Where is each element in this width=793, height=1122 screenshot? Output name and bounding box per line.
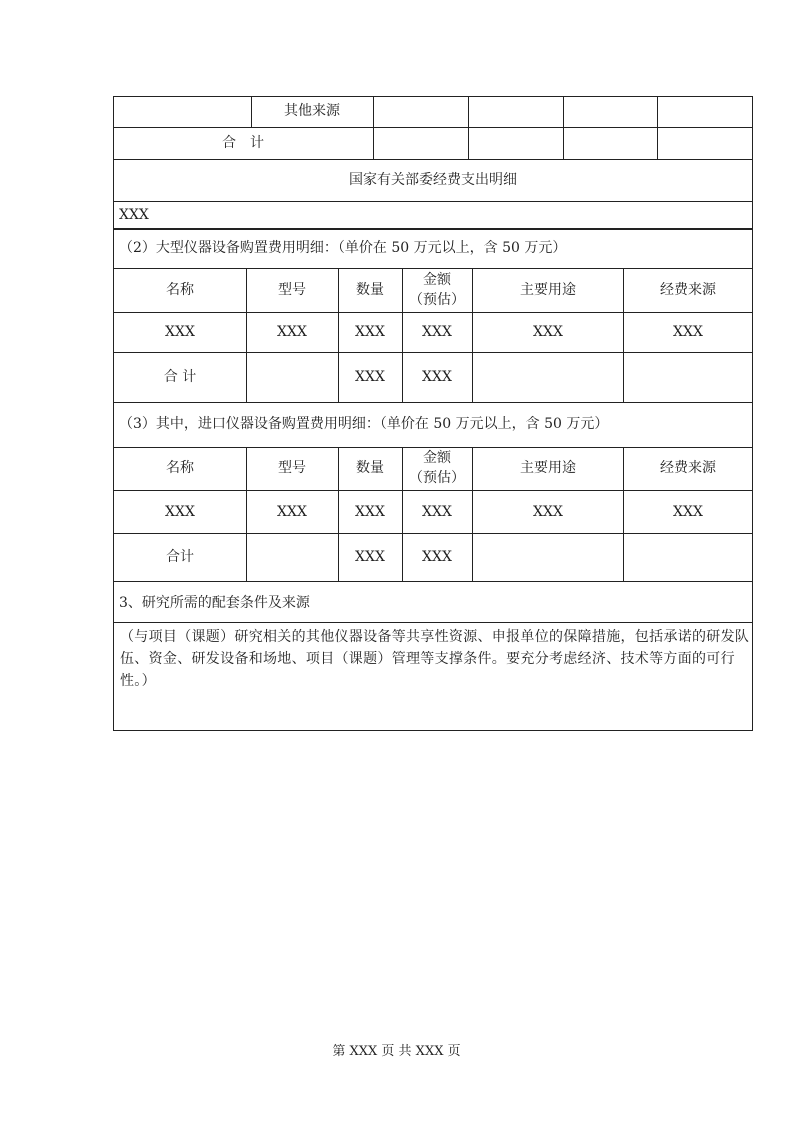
cell-quantity: XXX (355, 324, 385, 340)
header-amount-estimate: （预估） (409, 470, 465, 486)
total-amount: XXX (422, 549, 452, 565)
col-divider (338, 447, 339, 581)
supporting-conditions-description: （与项目（课题）研究相关的其他仪器设备等共享性资源、申报单位的保障措施，包括承诺的研发队伍、资金、研发设备和场地、项目（课题）管理等支撑条件。要充分考虑经济、技术等方面的可行性。） (120, 629, 750, 689)
header-quantity: 数量 (356, 282, 384, 298)
col-divider (402, 268, 403, 402)
ministry-section-title: 国家有关部委经费支出明细 (349, 172, 517, 188)
col-divider (246, 447, 247, 581)
row-divider (113, 581, 753, 582)
cell-funding-source: XXX (673, 324, 703, 340)
row-divider (113, 268, 753, 269)
other-source-label: 其他来源 (284, 103, 340, 119)
header-funding-source: 经费来源 (660, 460, 716, 476)
header-amount-estimate: （预估） (409, 292, 465, 308)
cell-name: XXX (165, 504, 195, 520)
header-model: 型号 (278, 460, 306, 476)
ministry-section-value: XXX (119, 207, 149, 223)
col-divider (246, 268, 247, 402)
header-purpose: 主要用途 (520, 460, 576, 476)
col-divider (472, 447, 473, 581)
header-amount: 金额 (423, 450, 451, 466)
cell-purpose: XXX (533, 504, 563, 520)
header-model: 型号 (278, 282, 306, 298)
col-divider (623, 268, 624, 402)
row-divider (113, 533, 753, 534)
total-row-label: 合 计 (163, 369, 197, 385)
cell-funding-source: XXX (673, 504, 703, 520)
cell-name: XXX (165, 324, 195, 340)
col-divider (251, 96, 252, 127)
total-quantity: XXX (355, 369, 385, 385)
row-divider (113, 201, 753, 202)
total-label: 合 计 (222, 135, 264, 151)
cell-purpose: XXX (533, 324, 563, 340)
total-amount: XXX (422, 369, 452, 385)
imported-equipment-heading: （3）其中，进口仪器设备购置费用明细：（单价在 50 万元以上，含 50 万元） (119, 416, 609, 432)
row-divider (113, 622, 753, 623)
cell-model: XXX (277, 504, 307, 520)
supporting-conditions-heading: 3、研究所需的配套条件及来源 (119, 595, 310, 611)
col-divider (338, 268, 339, 402)
cell-model: XXX (277, 324, 307, 340)
cell-amount: XXX (422, 504, 452, 520)
large-equipment-heading: （2）大型仪器设备购置费用明细：（单价在 50 万元以上，含 50 万元） (119, 240, 567, 256)
header-quantity: 数量 (356, 460, 384, 476)
row-divider (113, 352, 753, 353)
header-name: 名称 (166, 282, 194, 298)
col-divider (623, 447, 624, 581)
row-divider (113, 159, 753, 160)
row-divider (113, 312, 753, 313)
header-name: 名称 (166, 460, 194, 476)
col-divider (402, 447, 403, 581)
cell-quantity: XXX (355, 504, 385, 520)
header-funding-source: 经费来源 (660, 282, 716, 298)
col-divider (657, 96, 658, 159)
col-divider (472, 268, 473, 402)
page-footer: 第 XXX 页 共 XXX 页 (332, 1044, 461, 1059)
row-divider (113, 402, 753, 403)
cell-amount: XXX (422, 324, 452, 340)
row-divider (113, 447, 753, 448)
row-divider (113, 490, 753, 491)
total-row-label: 合计 (166, 549, 194, 565)
col-divider (468, 96, 469, 159)
header-amount: 金额 (423, 272, 451, 288)
col-divider (373, 96, 374, 159)
total-quantity: XXX (355, 549, 385, 565)
header-purpose: 主要用途 (520, 282, 576, 298)
row-divider (113, 228, 753, 230)
col-divider (563, 96, 564, 159)
